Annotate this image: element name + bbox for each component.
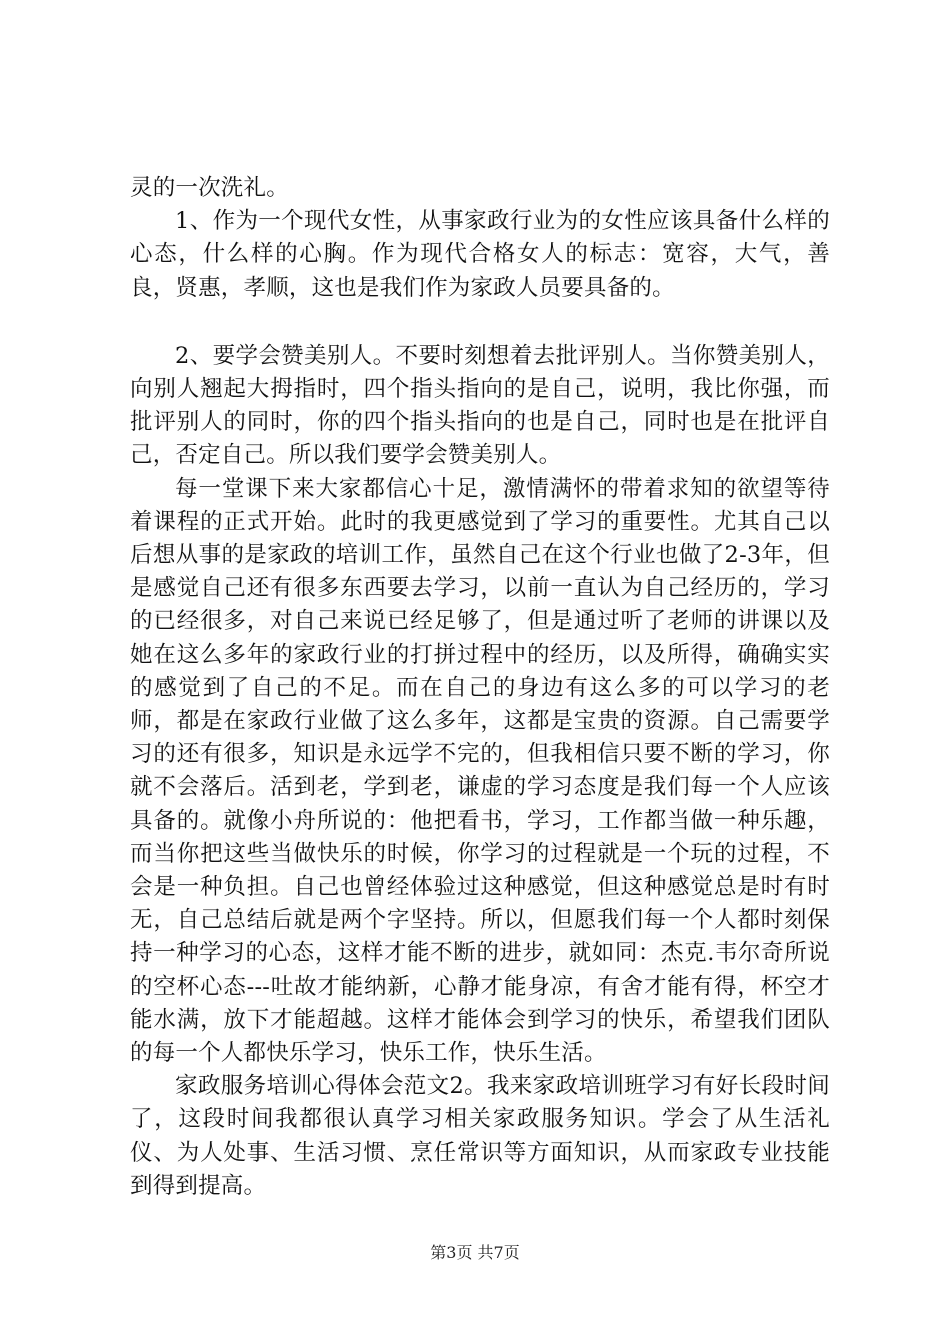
page-footer: 第3页 共7页 bbox=[430, 1243, 520, 1262]
paragraph-sample-essay-2: 家政服务培训心得体会范文2。我来家政培训班学习有好长段时间了，这段时间我都很认真学习相关家政服务知识。学会了从生活礼仪、为人处事、生活习惯、烹任常识等方面知识，从而家政专业技能到得到提高。 bbox=[130, 1073, 830, 1199]
document-body bbox=[130, 172, 830, 1203]
paragraph-continuation: 灵的一次洗礼。 bbox=[130, 175, 289, 201]
paragraph-learning-reflection: 每一堂课下来大家都信心十足，激情满怀的带着求知的欲望等待着课程的正式开始。此时的我更感觉到了学习的重要性。尤其自己以后想从事的是家政的培训工作，虽然自己在这个行业也做了2-3年，但是感觉自己还有很多东西要去学习，以前一直认为自己经历的，学习的已经很多，对自己来说已经足够了，但是通过听了老师的讲课以及她在这么多年的家政行业的打拼过程中的经历，以及所得，确确实实的感觉到了自己的不足。而在自己的身边有这么多的可以学习的老师，都是在家政行业做了这么多年，这都是宝贵的资源。自己需要学习的还有很多，知识是永远学不完的，但我相信只要不断的学习，你就不会落后。活到老，学到老，谦虚的学习态度是我们每一个人应该具备的。就像小舟所说的：他把看书，学习，工作都当做一种乐趣，而当你把这些当做快乐的时候，你学习的过程就是一个玩的过程，不会是一种负担。自己也曾经体验过这种感觉，但这种感觉总是时有时无，自己总结后就是两个字坚持。所以，但愿我们每一个人都时刻保持一种学习的心态，这样才能不断的进步，就如同：杰克.韦尔奇所说的空杯心态---吐故才能纳新，心静才能身凉，有舍才能有得，杯空才能水满，放下才能超越。这样才能体会到学习的快乐，希望我们团队的每一个人都快乐学习，快乐工作，快乐生活。 bbox=[130, 475, 830, 1067]
paragraph-point-2: 2、要学会赞美别人。不要时刻想着去批评别人。当你赞美别人，向别人翘起大拇指时，四个指头指向的是自己，说明，我比你强，而批评别人的同时，你的四个指头指向的也是自己，同时也是在批评自己，否定自己。所以我们要学会赞美别人。 bbox=[130, 342, 830, 469]
paragraph-point-1: 1、作为一个现代女性，从事家政行业为的女性应该具备什么样的心态，什么样的心胸。作为现代合格女人的标志：宽容，大气，善良，贤惠，孝顺，这也是我们作为家政人员要具备的。 bbox=[130, 208, 830, 301]
